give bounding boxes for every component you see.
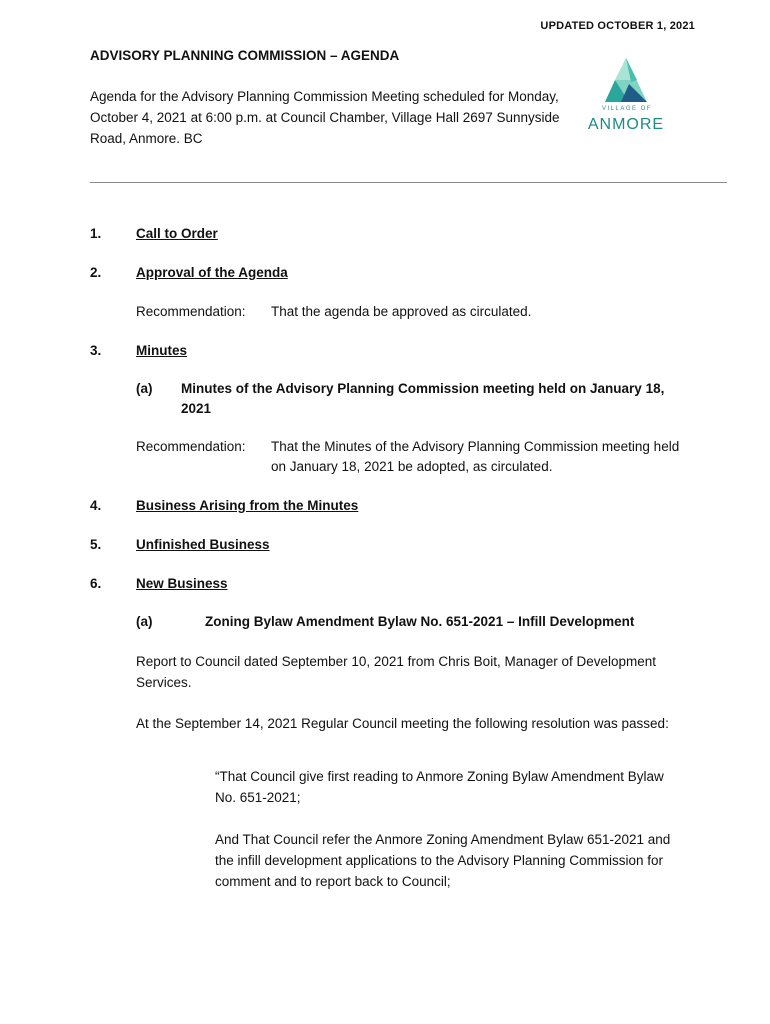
- anmore-logo: [585, 56, 667, 136]
- sub-item-title: Minutes of the Advisory Planning Commission meeting held on January 18, 2021: [181, 381, 665, 416]
- item-heading-approval: Approval of the Agenda: [136, 265, 288, 280]
- item-number: 2.: [90, 265, 102, 280]
- sub-item-title: Zoning Bylaw Amendment Bylaw No. 651-2021 – Infill Development: [205, 614, 635, 629]
- updated-date: UPDATED OCTOBER 1, 2021: [540, 20, 695, 32]
- resolution-quote: “That Council give first reading to Anmore Zoning Bylaw Amendment Bylaw No. 651-2021;: [215, 769, 664, 805]
- resolution-intro: At the September 14, 2021 Regular Council meeting the following resolution was passed:: [136, 716, 669, 731]
- recommendation-text: That the agenda be approved as circulated.: [271, 304, 532, 319]
- sub-item-marker: (a): [136, 614, 153, 629]
- item-heading-new-business: New Business: [136, 576, 228, 591]
- recommendation-label: Recommendation:: [136, 439, 246, 454]
- item-heading-minutes: Minutes: [136, 343, 188, 358]
- report-reference: Report to Council dated September 10, 2021 from Chris Boit, Manager of Development Services.: [136, 654, 657, 690]
- item-heading-business-arising: Business Arising from the Minutes: [136, 498, 359, 513]
- item-number: 4.: [90, 498, 102, 513]
- recommendation-label: Recommendation:: [136, 304, 246, 319]
- recommendation-text: That the Minutes of the Advisory Planning Commission meeting held on January 18, 2021 be adopted, as circulated.: [271, 439, 680, 474]
- item-heading-unfinished: Unfinished Business: [136, 537, 270, 552]
- meeting-intro: Agenda for the Advisory Planning Commission Meeting scheduled for Monday, October 4, 2021 at 6:00 p.m. at Council Chamber, Village Hall 2697 Sunnyside Road, Anmore. BC: [90, 89, 560, 146]
- resolution-quote: And That Council refer the Anmore Zoning Amendment Bylaw 651-2021 and the infill development applications to the Advisory Planning Commission for comment and to report back to Council;: [215, 832, 671, 889]
- document-title: ADVISORY PLANNING COMMISSION – AGENDA: [90, 48, 400, 63]
- item-number: 5.: [90, 537, 102, 552]
- item-number: 1.: [90, 226, 102, 241]
- item-number: 6.: [90, 576, 102, 591]
- mountain-logo-icon: [585, 56, 667, 106]
- header-divider: [90, 182, 727, 183]
- logo-name-text: ANMORE: [587, 116, 665, 133]
- item-number: 3.: [90, 343, 102, 358]
- sub-item-marker: (a): [136, 381, 153, 396]
- item-heading-call-to-order: Call to Order: [136, 226, 218, 241]
- logo-village-text: VILLAGE OF: [601, 106, 652, 112]
